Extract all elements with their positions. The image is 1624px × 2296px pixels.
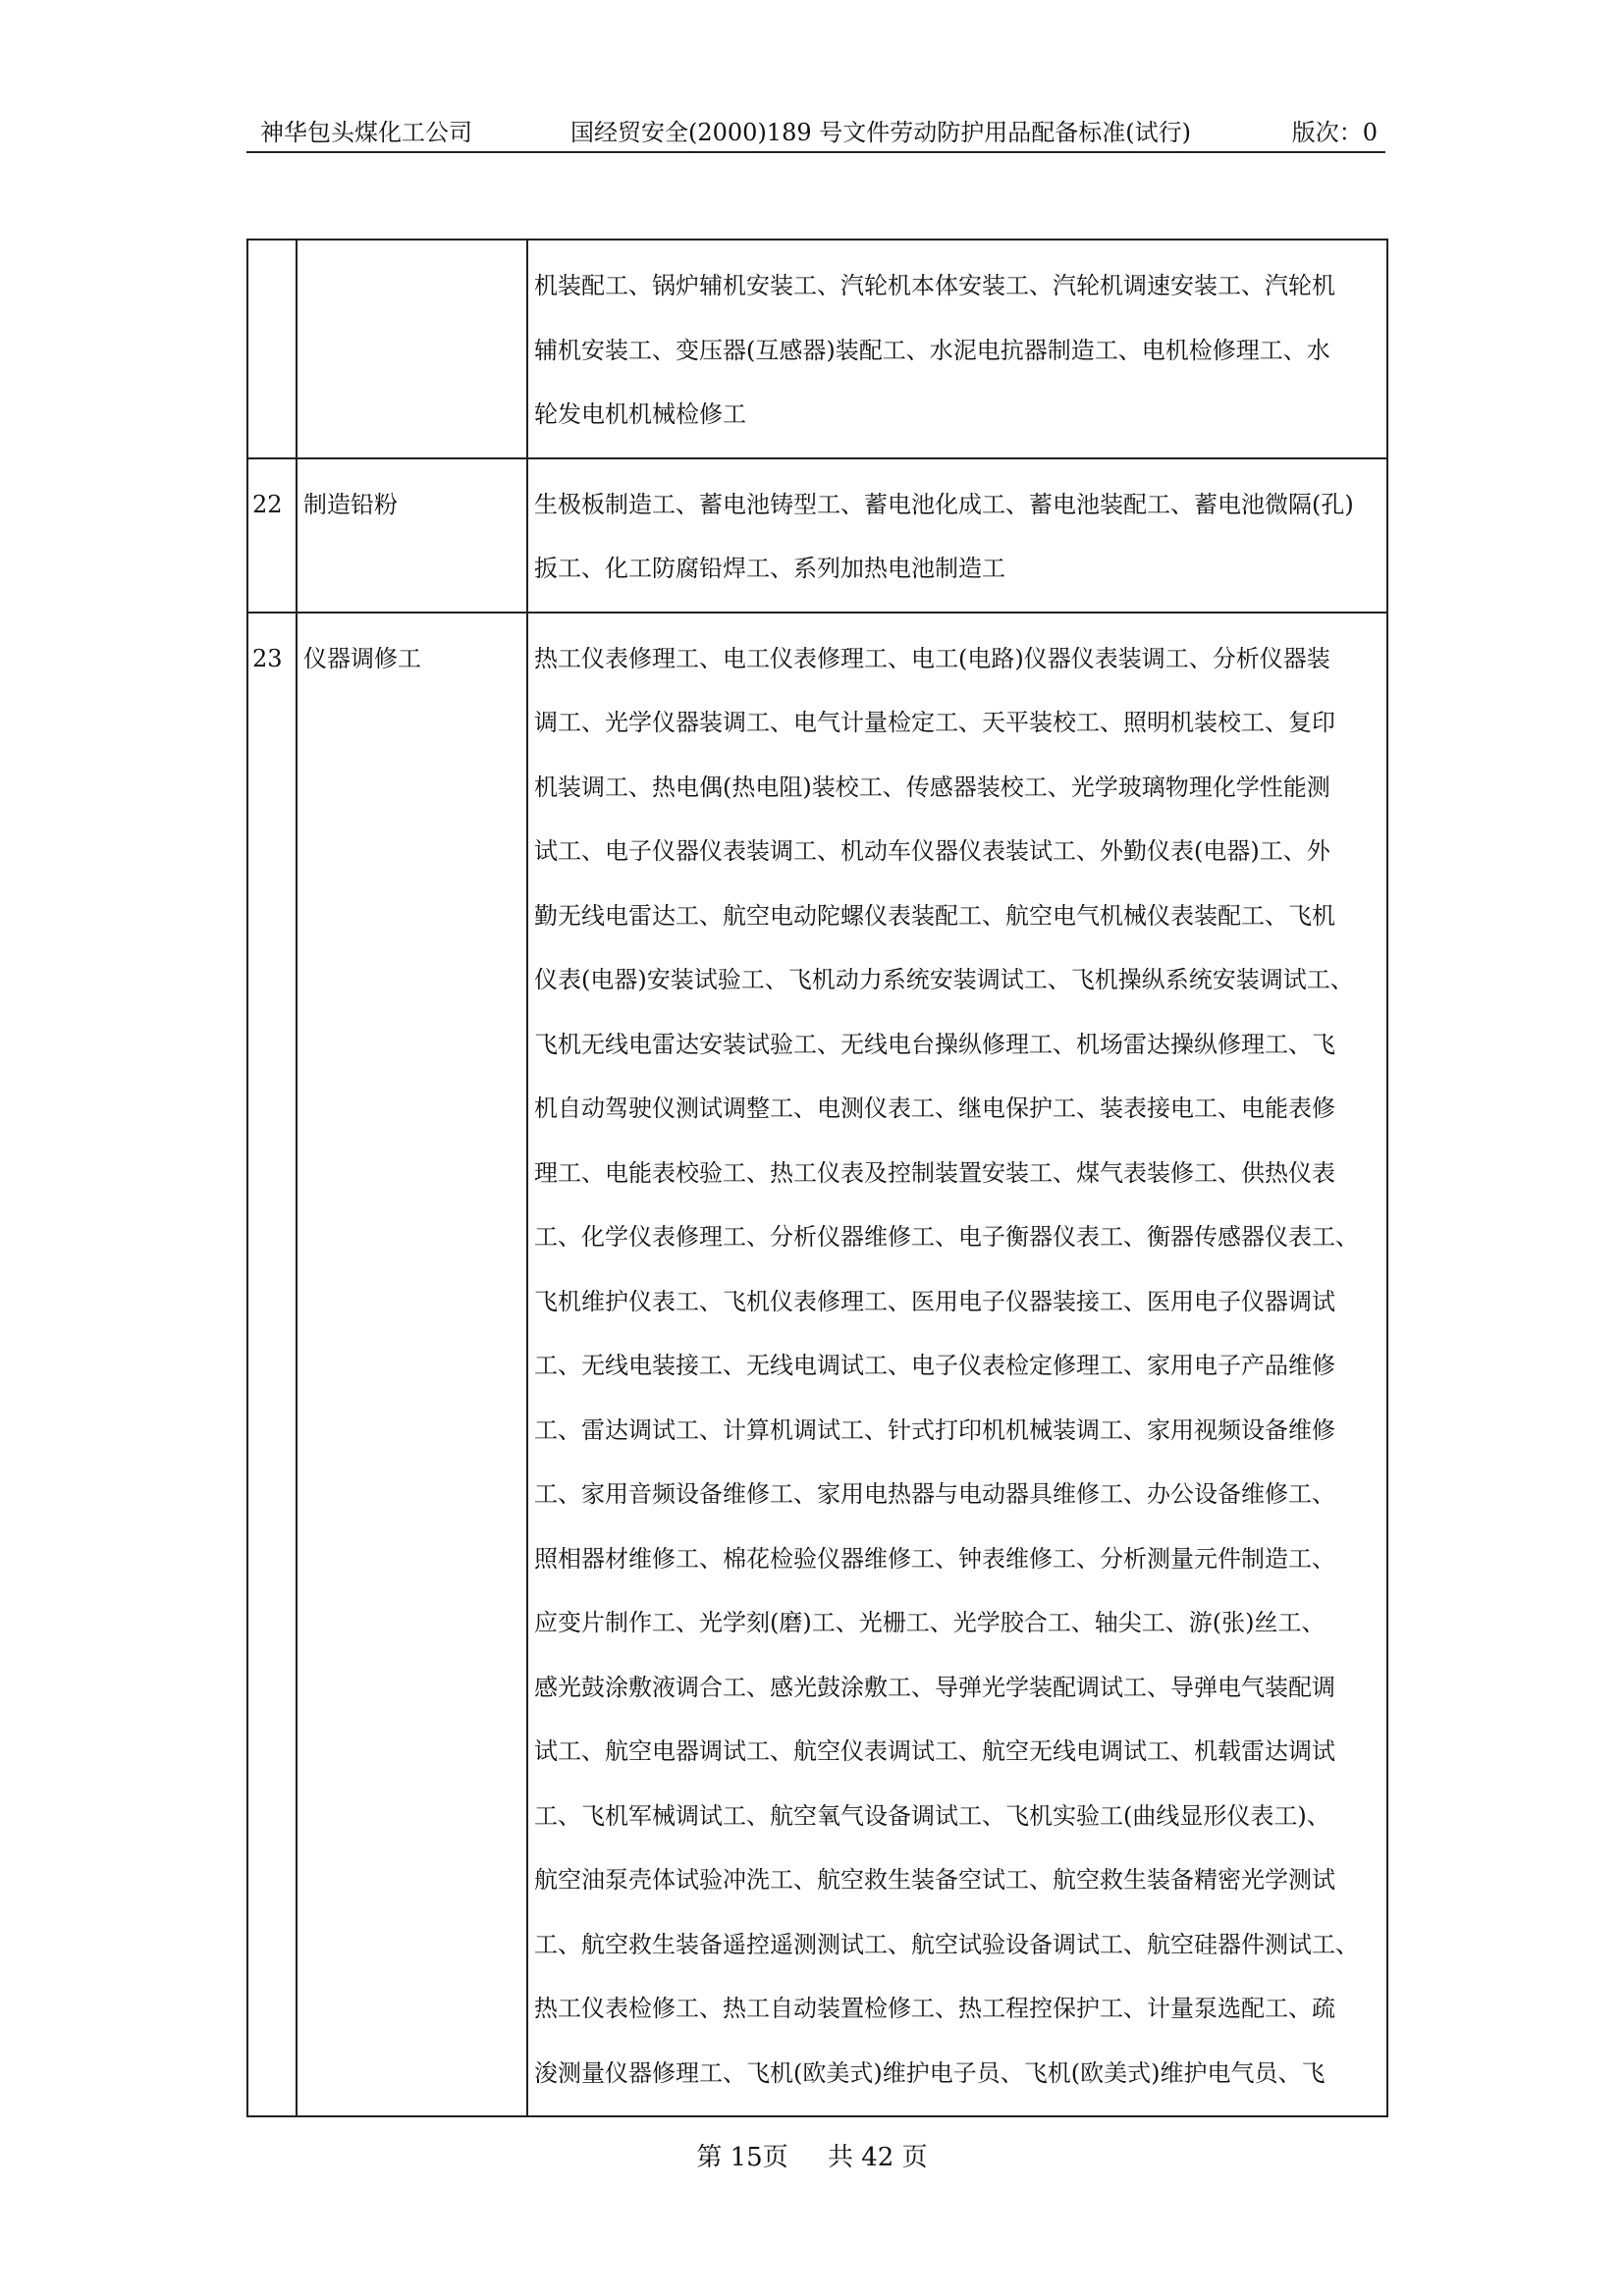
- job-list-line: 试工、航空电器调试工、航空仪表调试工、航空无线电调试工、机载雷达调试: [534, 1737, 1335, 1765]
- row-number: 22: [247, 458, 297, 613]
- job-list-line: 机装配工、锅炉辅机安装工、汽轮机本体安装工、汽轮机调速安装工、汽轮机: [534, 272, 1335, 299]
- standards-table: [246, 239, 1388, 2117]
- job-list-line: 航空油泵壳体试验冲洗工、航空救生装备空试工、航空救生装备精密光学测试: [534, 1866, 1335, 1894]
- table-row: [247, 613, 1387, 2117]
- table-row: [247, 458, 1387, 613]
- job-list-line: 应变片制作工、光学刻(磨)工、光栅工、光学胶合工、轴尖工、游(张)丝工、: [534, 1609, 1326, 1636]
- row-number: 23: [247, 613, 297, 2117]
- job-list-line: 感光鼓涂敷液调合工、感光鼓涂敷工、导弹光学装配调试工、导弹电气装配调: [534, 1673, 1335, 1701]
- page-footer: [0, 2140, 1624, 2175]
- job-list: [527, 458, 1387, 613]
- job-list-line: 浚测量仪器修理工、飞机(欧美式)维护电子员、飞机(欧美式)维护电气员、飞: [534, 2058, 1326, 2087]
- job-list-line: 工、飞机军械调试工、航空氧气设备调试工、飞机实验工(曲线显形仪表工)、: [534, 1801, 1330, 1830]
- row-number: [247, 240, 297, 458]
- job-list-line: 调工、光学仪器装调工、电气计量检定工、天平装校工、照明机装校工、复印: [534, 709, 1335, 736]
- page-header: [246, 114, 1385, 153]
- header-version: 版次：0: [1291, 119, 1378, 146]
- job-list-line: 照相器材维修工、棉花检验仪器维修工、钟表维修工、分析测量元件制造工、: [534, 1544, 1335, 1573]
- job-list-line: 工、化学仪表修理工、分析仪器维修工、电子衡器仪表工、衡器传感器仪表工、: [534, 1223, 1359, 1251]
- job-list-line: 机自动驾驶仪测试调整工、电测仪表工、继电保护工、装表接电工、电能表修: [534, 1095, 1335, 1122]
- job-list-line: 飞机无线电雷达安装试验工、无线电台操纵修理工、机场雷达操纵修理工、飞: [534, 1030, 1335, 1058]
- job-category: 仪器调修工: [297, 613, 527, 2117]
- job-list-line: 辅机安装工、变压器(互感器)装配工、水泥电抗器制造工、电机检修理工、水: [534, 336, 1330, 364]
- job-list-line: 生极板制造工、蓄电池铸型工、蓄电池化成工、蓄电池装配工、蓄电池微隔(孔): [534, 490, 1354, 518]
- table-row: [247, 240, 1387, 458]
- job-list-line: 机装调工、热电偶(热电阻)装校工、传感器装校工、光学玻璃物理化学性能测: [534, 773, 1330, 801]
- job-list: [527, 240, 1387, 458]
- job-list-line: 工、雷达调试工、计算机调试工、针式打印机机械装调工、家用视频设备维修: [534, 1415, 1335, 1444]
- job-list-line: 飞机维护仪表工、飞机仪表修理工、医用电子仪器装接工、医用电子仪器调试: [534, 1287, 1335, 1315]
- job-list-line: 工、家用音频设备维修工、家用电热器与电动器具维修工、办公设备维修工、: [534, 1480, 1335, 1508]
- job-list-line: 仪表(电器)安装试验工、飞机动力系统安装调试工、飞机操纵系统安装调试工、: [534, 966, 1354, 993]
- job-category: 制造铅粉: [297, 458, 527, 613]
- job-list-line: 轮发电机机械检修工: [534, 400, 746, 428]
- job-list-line: 工、航空救生装备遥控遥测测试工、航空试验设备调试工、航空硅器件测试工、: [534, 1930, 1359, 1958]
- job-list-line: 扳工、化工防腐铅焊工、系列加热电池制造工: [534, 555, 1005, 582]
- page-total: 共 42 页: [828, 2143, 928, 2172]
- page-number: 第 15页: [696, 2143, 788, 2172]
- job-list-line: 试工、电子仪器仪表装调工、机动车仪器仪表装试工、外勤仪表(电器)工、外: [534, 837, 1330, 865]
- header-company: 神华包头煤化工公司: [260, 119, 472, 146]
- job-list-line: 热工仪表修理工、电工仪表修理工、电工(电路)仪器仪表装调工、分析仪器装: [534, 644, 1330, 672]
- header-title: 国经贸安全(2000)189 号文件劳动防护用品配备标准(试行): [570, 119, 1191, 146]
- job-category: [297, 240, 527, 458]
- job-list-line: 理工、电能表校验工、热工仪表及控制装置安装工、煤气表装修工、供热仪表: [534, 1158, 1335, 1187]
- job-list-line: 工、无线电装接工、无线电调试工、电子仪表检定修理工、家用电子产品维修: [534, 1352, 1335, 1379]
- job-list-line: 热工仪表检修工、热工自动装置检修工、热工程控保护工、计量泵选配工、疏: [534, 1995, 1335, 2022]
- job-list: [527, 613, 1387, 2117]
- job-list-line: 勤无线电雷达工、航空电动陀螺仪表装配工、航空电气机械仪表装配工、飞机: [534, 901, 1335, 930]
